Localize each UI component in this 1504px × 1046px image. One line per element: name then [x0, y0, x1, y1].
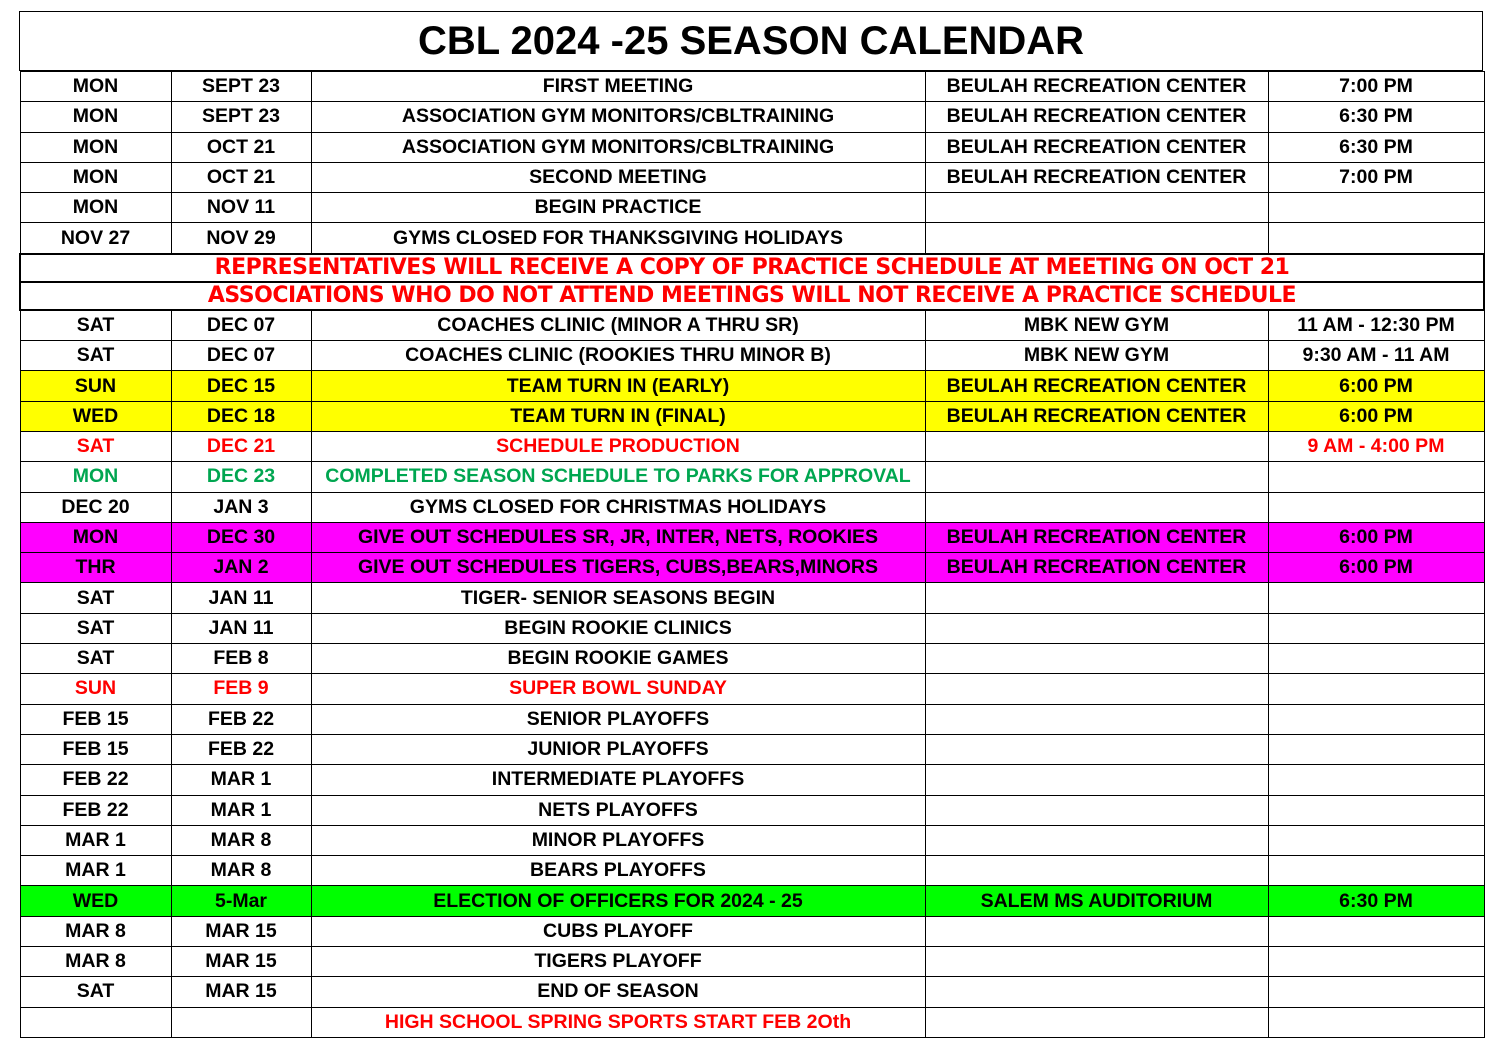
table-row [20, 825, 1484, 855]
table-row [20, 947, 1484, 977]
date-cell: MAR 15 [171, 977, 311, 1007]
notice-text: ASSOCIATIONS WHO DO NOT ATTEND MEETINGS WILL NOT RECEIVE A PRACTICE SCHEDULE [20, 282, 1484, 310]
day-cell: FEB 22 [20, 795, 171, 825]
event-cell: ELECTION OF OFFICERS FOR 2024 - 25 [311, 886, 925, 916]
date-cell: MAR 8 [171, 856, 311, 886]
location-cell: BEULAH RECREATION CENTER [925, 72, 1268, 102]
table-row-highlight-yellow [20, 401, 1484, 431]
location-cell: BEULAH RECREATION CENTER [925, 522, 1268, 552]
location-cell [925, 734, 1268, 764]
day-cell: WED [20, 886, 171, 916]
date-cell: MAR 15 [171, 947, 311, 977]
table-row [20, 916, 1484, 946]
date-cell: OCT 21 [171, 162, 311, 192]
time-cell [1268, 856, 1484, 886]
location-cell: MBK NEW GYM [925, 310, 1268, 341]
date-cell: DEC 30 [171, 522, 311, 552]
event-cell: COMPLETED SEASON SCHEDULE TO PARKS FOR APPROVAL [311, 462, 925, 492]
time-cell: 7:00 PM [1268, 162, 1484, 192]
location-cell [925, 916, 1268, 946]
table-row [20, 341, 1484, 371]
day-cell: FEB 15 [20, 734, 171, 764]
time-cell [1268, 223, 1484, 254]
table-row [20, 162, 1484, 192]
time-cell [1268, 613, 1484, 643]
date-cell: MAR 1 [171, 795, 311, 825]
table-row [20, 132, 1484, 162]
event-cell: END OF SEASON [311, 977, 925, 1007]
location-cell [925, 223, 1268, 254]
date-cell: DEC 07 [171, 310, 311, 341]
date-cell: SEPT 23 [171, 72, 311, 102]
location-cell [925, 193, 1268, 223]
notice-row [20, 282, 1484, 310]
date-cell: NOV 29 [171, 223, 311, 254]
event-cell: JUNIOR PLAYOFFS [311, 734, 925, 764]
location-cell: BEULAH RECREATION CENTER [925, 371, 1268, 401]
event-cell: GYMS CLOSED FOR CHRISTMAS HOLIDAYS [311, 492, 925, 522]
location-cell [925, 492, 1268, 522]
date-cell: JAN 11 [171, 583, 311, 613]
event-cell: SENIOR PLAYOFFS [311, 704, 925, 734]
table-row [20, 644, 1484, 674]
day-cell: MAR 1 [20, 856, 171, 886]
event-cell: INTERMEDIATE PLAYOFFS [311, 765, 925, 795]
date-cell: FEB 22 [171, 704, 311, 734]
table-row [20, 734, 1484, 764]
day-cell: MON [20, 193, 171, 223]
time-cell [1268, 1007, 1484, 1037]
time-cell [1268, 492, 1484, 522]
event-cell: SCHEDULE PRODUCTION [311, 431, 925, 461]
table-row [20, 223, 1484, 254]
table-row [20, 492, 1484, 522]
date-cell: MAR 15 [171, 916, 311, 946]
date-cell: MAR 8 [171, 825, 311, 855]
time-cell: 6:00 PM [1268, 371, 1484, 401]
day-cell: SAT [20, 431, 171, 461]
date-cell: DEC 23 [171, 462, 311, 492]
page-title: CBL 2024 -25 SEASON CALENDAR [19, 11, 1483, 71]
location-cell [925, 462, 1268, 492]
event-cell: NETS PLAYOFFS [311, 795, 925, 825]
time-cell: 9:30 AM - 11 AM [1268, 341, 1484, 371]
time-cell [1268, 916, 1484, 946]
location-cell [925, 977, 1268, 1007]
event-cell: GIVE OUT SCHEDULES TIGERS, CUBS,BEARS,MINORS [311, 553, 925, 583]
date-cell: NOV 11 [171, 193, 311, 223]
season-calendar-sheet [19, 11, 1483, 1038]
time-cell: 6:30 PM [1268, 886, 1484, 916]
day-cell: SUN [20, 674, 171, 704]
table-row-highlight-magenta [20, 553, 1484, 583]
event-cell: SECOND MEETING [311, 162, 925, 192]
date-cell: SEPT 23 [171, 102, 311, 132]
time-cell [1268, 734, 1484, 764]
day-cell: MAR 1 [20, 825, 171, 855]
location-cell [925, 431, 1268, 461]
day-cell: MON [20, 132, 171, 162]
table-row [20, 704, 1484, 734]
time-cell [1268, 765, 1484, 795]
day-cell: SUN [20, 371, 171, 401]
location-cell: SALEM MS AUDITORIUM [925, 886, 1268, 916]
event-cell: GIVE OUT SCHEDULES SR, JR, INTER, NETS, ROOKIES [311, 522, 925, 552]
date-cell: DEC 21 [171, 431, 311, 461]
day-cell: MON [20, 72, 171, 102]
event-cell: GYMS CLOSED FOR THANKSGIVING HOLIDAYS [311, 223, 925, 254]
time-cell: 7:00 PM [1268, 72, 1484, 102]
calendar-table [19, 71, 1485, 1038]
date-cell: JAN 11 [171, 613, 311, 643]
event-cell: MINOR PLAYOFFS [311, 825, 925, 855]
table-row [20, 102, 1484, 132]
table-row [20, 310, 1484, 341]
day-cell: SAT [20, 341, 171, 371]
table-row-highlight-green [20, 886, 1484, 916]
day-cell: FEB 22 [20, 765, 171, 795]
event-cell: TIGERS PLAYOFF [311, 947, 925, 977]
day-cell: NOV 27 [20, 223, 171, 254]
time-cell: 6:00 PM [1268, 522, 1484, 552]
table-row [20, 72, 1484, 102]
notice-row [20, 254, 1484, 282]
location-cell [925, 644, 1268, 674]
location-cell: BEULAH RECREATION CENTER [925, 132, 1268, 162]
location-cell [925, 856, 1268, 886]
day-cell: SAT [20, 977, 171, 1007]
event-cell: COACHES CLINIC (ROOKIES THRU MINOR B) [311, 341, 925, 371]
location-cell: BEULAH RECREATION CENTER [925, 401, 1268, 431]
day-cell: MON [20, 102, 171, 132]
location-cell [925, 704, 1268, 734]
table-row-highlight-yellow [20, 371, 1484, 401]
day-cell: SAT [20, 310, 171, 341]
event-cell: HIGH SCHOOL SPRING SPORTS START FEB 2Oth [311, 1007, 925, 1037]
table-row [20, 613, 1484, 643]
time-cell: 6:30 PM [1268, 102, 1484, 132]
time-cell [1268, 977, 1484, 1007]
time-cell: 11 AM - 12:30 PM [1268, 310, 1484, 341]
event-cell: ASSOCIATION GYM MONITORS/CBLTRAINING [311, 132, 925, 162]
day-cell: DEC 20 [20, 492, 171, 522]
event-cell: ASSOCIATION GYM MONITORS/CBLTRAINING [311, 102, 925, 132]
location-cell [925, 583, 1268, 613]
location-cell: BEULAH RECREATION CENTER [925, 102, 1268, 132]
date-cell: DEC 07 [171, 341, 311, 371]
time-cell [1268, 825, 1484, 855]
day-cell: MAR 8 [20, 947, 171, 977]
day-cell: FEB 15 [20, 704, 171, 734]
time-cell [1268, 583, 1484, 613]
day-cell: MON [20, 162, 171, 192]
event-cell: BEGIN ROOKIE GAMES [311, 644, 925, 674]
event-cell: BEARS PLAYOFFS [311, 856, 925, 886]
table-row [20, 856, 1484, 886]
location-cell [925, 825, 1268, 855]
location-cell [925, 947, 1268, 977]
notice-text: REPRESENTATIVES WILL RECEIVE A COPY OF PRACTICE SCHEDULE AT MEETING ON OCT 21 [20, 254, 1484, 282]
day-cell: MON [20, 462, 171, 492]
event-cell: FIRST MEETING [311, 72, 925, 102]
day-cell: SAT [20, 583, 171, 613]
date-cell [171, 1007, 311, 1037]
table-row-red [20, 674, 1484, 704]
date-cell: FEB 8 [171, 644, 311, 674]
event-cell: BEGIN ROOKIE CLINICS [311, 613, 925, 643]
time-cell: 6:00 PM [1268, 553, 1484, 583]
date-cell: FEB 9 [171, 674, 311, 704]
time-cell: 9 AM - 4:00 PM [1268, 431, 1484, 461]
day-cell: SAT [20, 644, 171, 674]
table-row [20, 765, 1484, 795]
event-cell: SUPER BOWL SUNDAY [311, 674, 925, 704]
day-cell [20, 1007, 171, 1037]
date-cell: OCT 21 [171, 132, 311, 162]
location-cell [925, 613, 1268, 643]
location-cell: BEULAH RECREATION CENTER [925, 162, 1268, 192]
table-row-green [20, 462, 1484, 492]
date-cell: JAN 2 [171, 553, 311, 583]
table-row-red [20, 431, 1484, 461]
time-cell [1268, 644, 1484, 674]
event-cell: COACHES CLINIC (MINOR A THRU SR) [311, 310, 925, 341]
time-cell [1268, 674, 1484, 704]
event-cell: TEAM TURN IN (EARLY) [311, 371, 925, 401]
time-cell [1268, 704, 1484, 734]
date-cell: DEC 18 [171, 401, 311, 431]
time-cell [1268, 795, 1484, 825]
date-cell: JAN 3 [171, 492, 311, 522]
location-cell [925, 674, 1268, 704]
event-cell: TIGER- SENIOR SEASONS BEGIN [311, 583, 925, 613]
time-cell: 6:00 PM [1268, 401, 1484, 431]
location-cell [925, 765, 1268, 795]
day-cell: SAT [20, 613, 171, 643]
location-cell [925, 1007, 1268, 1037]
time-cell: 6:30 PM [1268, 132, 1484, 162]
table-row [20, 977, 1484, 1007]
time-cell [1268, 193, 1484, 223]
table-row [20, 193, 1484, 223]
location-cell: MBK NEW GYM [925, 341, 1268, 371]
day-cell: MON [20, 522, 171, 552]
location-cell [925, 795, 1268, 825]
date-cell: 5-Mar [171, 886, 311, 916]
time-cell [1268, 462, 1484, 492]
time-cell [1268, 947, 1484, 977]
event-cell: BEGIN PRACTICE [311, 193, 925, 223]
date-cell: MAR 1 [171, 765, 311, 795]
table-row [20, 583, 1484, 613]
date-cell: FEB 22 [171, 734, 311, 764]
day-cell: WED [20, 401, 171, 431]
day-cell: MAR 8 [20, 916, 171, 946]
location-cell: BEULAH RECREATION CENTER [925, 553, 1268, 583]
table-row [20, 795, 1484, 825]
event-cell: CUBS PLAYOFF [311, 916, 925, 946]
date-cell: DEC 15 [171, 371, 311, 401]
table-row-highlight-magenta [20, 522, 1484, 552]
day-cell: THR [20, 553, 171, 583]
table-row [20, 1007, 1484, 1037]
event-cell: TEAM TURN IN (FINAL) [311, 401, 925, 431]
